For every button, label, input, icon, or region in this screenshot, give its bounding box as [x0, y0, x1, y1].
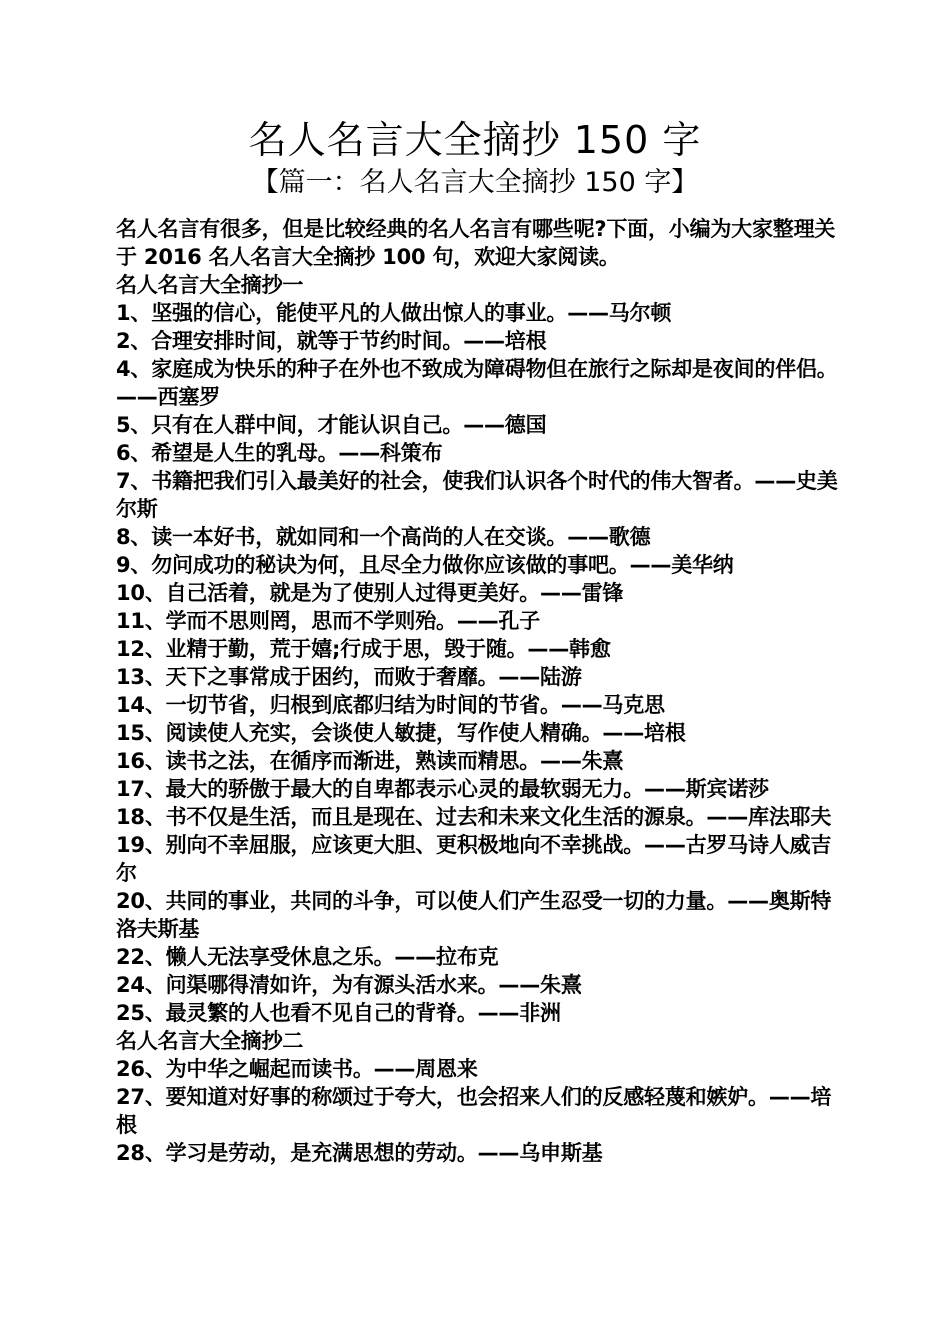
quote-item: 18、书不仅是生活，而且是现在、过去和未来文化生活的源泉。——库法耶夫: [116, 805, 832, 829]
quote-item: 25、最灵繁的人也看不见自己的背脊。——非洲: [116, 1001, 561, 1025]
document-title: 名人名言大全摘抄 150 字: [248, 118, 702, 162]
quote-item: 14、一切节省，归根到底都归结为时间的节省。——马克思: [116, 693, 665, 717]
quote-item: 13、天下之事常成于困约，而败于奢靡。——陆游: [116, 665, 582, 689]
quote-item: 19、别向不幸屈服，应该更大胆、更积极地向不幸挑战。——古罗马诗人威吉尔: [116, 833, 832, 885]
quote-item: 1、坚强的信心，能使平凡的人做出惊人的事业。——马尔顿: [116, 301, 672, 325]
quote-item: 7、书籍把我们引入最美好的社会，使我们认识各个时代的伟大智者。——史美尔斯: [116, 469, 838, 521]
quote-item: 22、懒人无法享受休息之乐。——拉布克: [116, 945, 499, 969]
quote-item: 12、业精于勤，荒于嬉;行成于思，毁于随。——韩愈: [116, 637, 611, 661]
quote-item: 17、最大的骄傲于最大的自卑都表示心灵的最软弱无力。——斯宾诺莎: [116, 777, 769, 801]
section-heading-two: 名人名言大全摘抄二: [116, 1029, 304, 1053]
quote-item: 9、勿问成功的秘诀为何，且尽全力做你应该做的事吧。——美华纳: [116, 553, 734, 577]
quote-item: 26、为中华之崛起而读书。——周恩来: [116, 1057, 478, 1081]
quote-item: 4、家庭成为快乐的种子在外也不致成为障碍物但在旅行之际却是夜间的伴侣。——西塞罗: [116, 357, 838, 409]
section-heading-one: 名人名言大全摘抄一: [116, 273, 304, 297]
quote-item: 27、要知道对好事的称颂过于夸大，也会招来人们的反感轻蔑和嫉妒。——培根: [116, 1085, 832, 1137]
quote-item: 15、阅读使人充实，会谈使人敏捷，写作使人精确。——培根: [116, 721, 686, 745]
quote-item: 28、学习是劳动，是充满思想的劳动。——乌申斯基: [116, 1141, 603, 1165]
document-body: [116, 215, 841, 1167]
quote-item: 2、合理安排时间，就等于节约时间。——培根: [116, 329, 547, 353]
quote-item: 24、问渠哪得清如许，为有源头活水来。——朱熹: [116, 973, 582, 997]
quote-item: 10、自己活着，就是为了使别人过得更美好。——雷锋: [116, 581, 624, 605]
quote-item: 16、读书之法，在循序而渐进，熟读而精思。——朱熹: [116, 749, 624, 773]
intro-paragraph: 名人名言有很多，但是比较经典的名人名言有哪些呢?下面，小编为大家整理关于 2016 名人名言大全摘抄 100 句，欢迎大家阅读。: [116, 217, 836, 269]
quote-item: 6、希望是人生的乳母。——科策布: [116, 441, 443, 465]
quote-item: 11、学而不思则罔，思而不学则殆。——孔子: [116, 609, 541, 633]
quote-item: 20、共同的事业，共同的斗争，可以使人们产生忍受一切的力量。——奥斯特洛夫斯基: [116, 889, 832, 941]
quote-item: 8、读一本好书，就如同和一个高尚的人在交谈。——歌德: [116, 525, 651, 549]
document-subtitle: 【篇一：名人名言大全摘抄 150 字】: [251, 167, 699, 198]
quote-item: 5、只有在人群中间，才能认识自己。——德国: [116, 413, 547, 437]
